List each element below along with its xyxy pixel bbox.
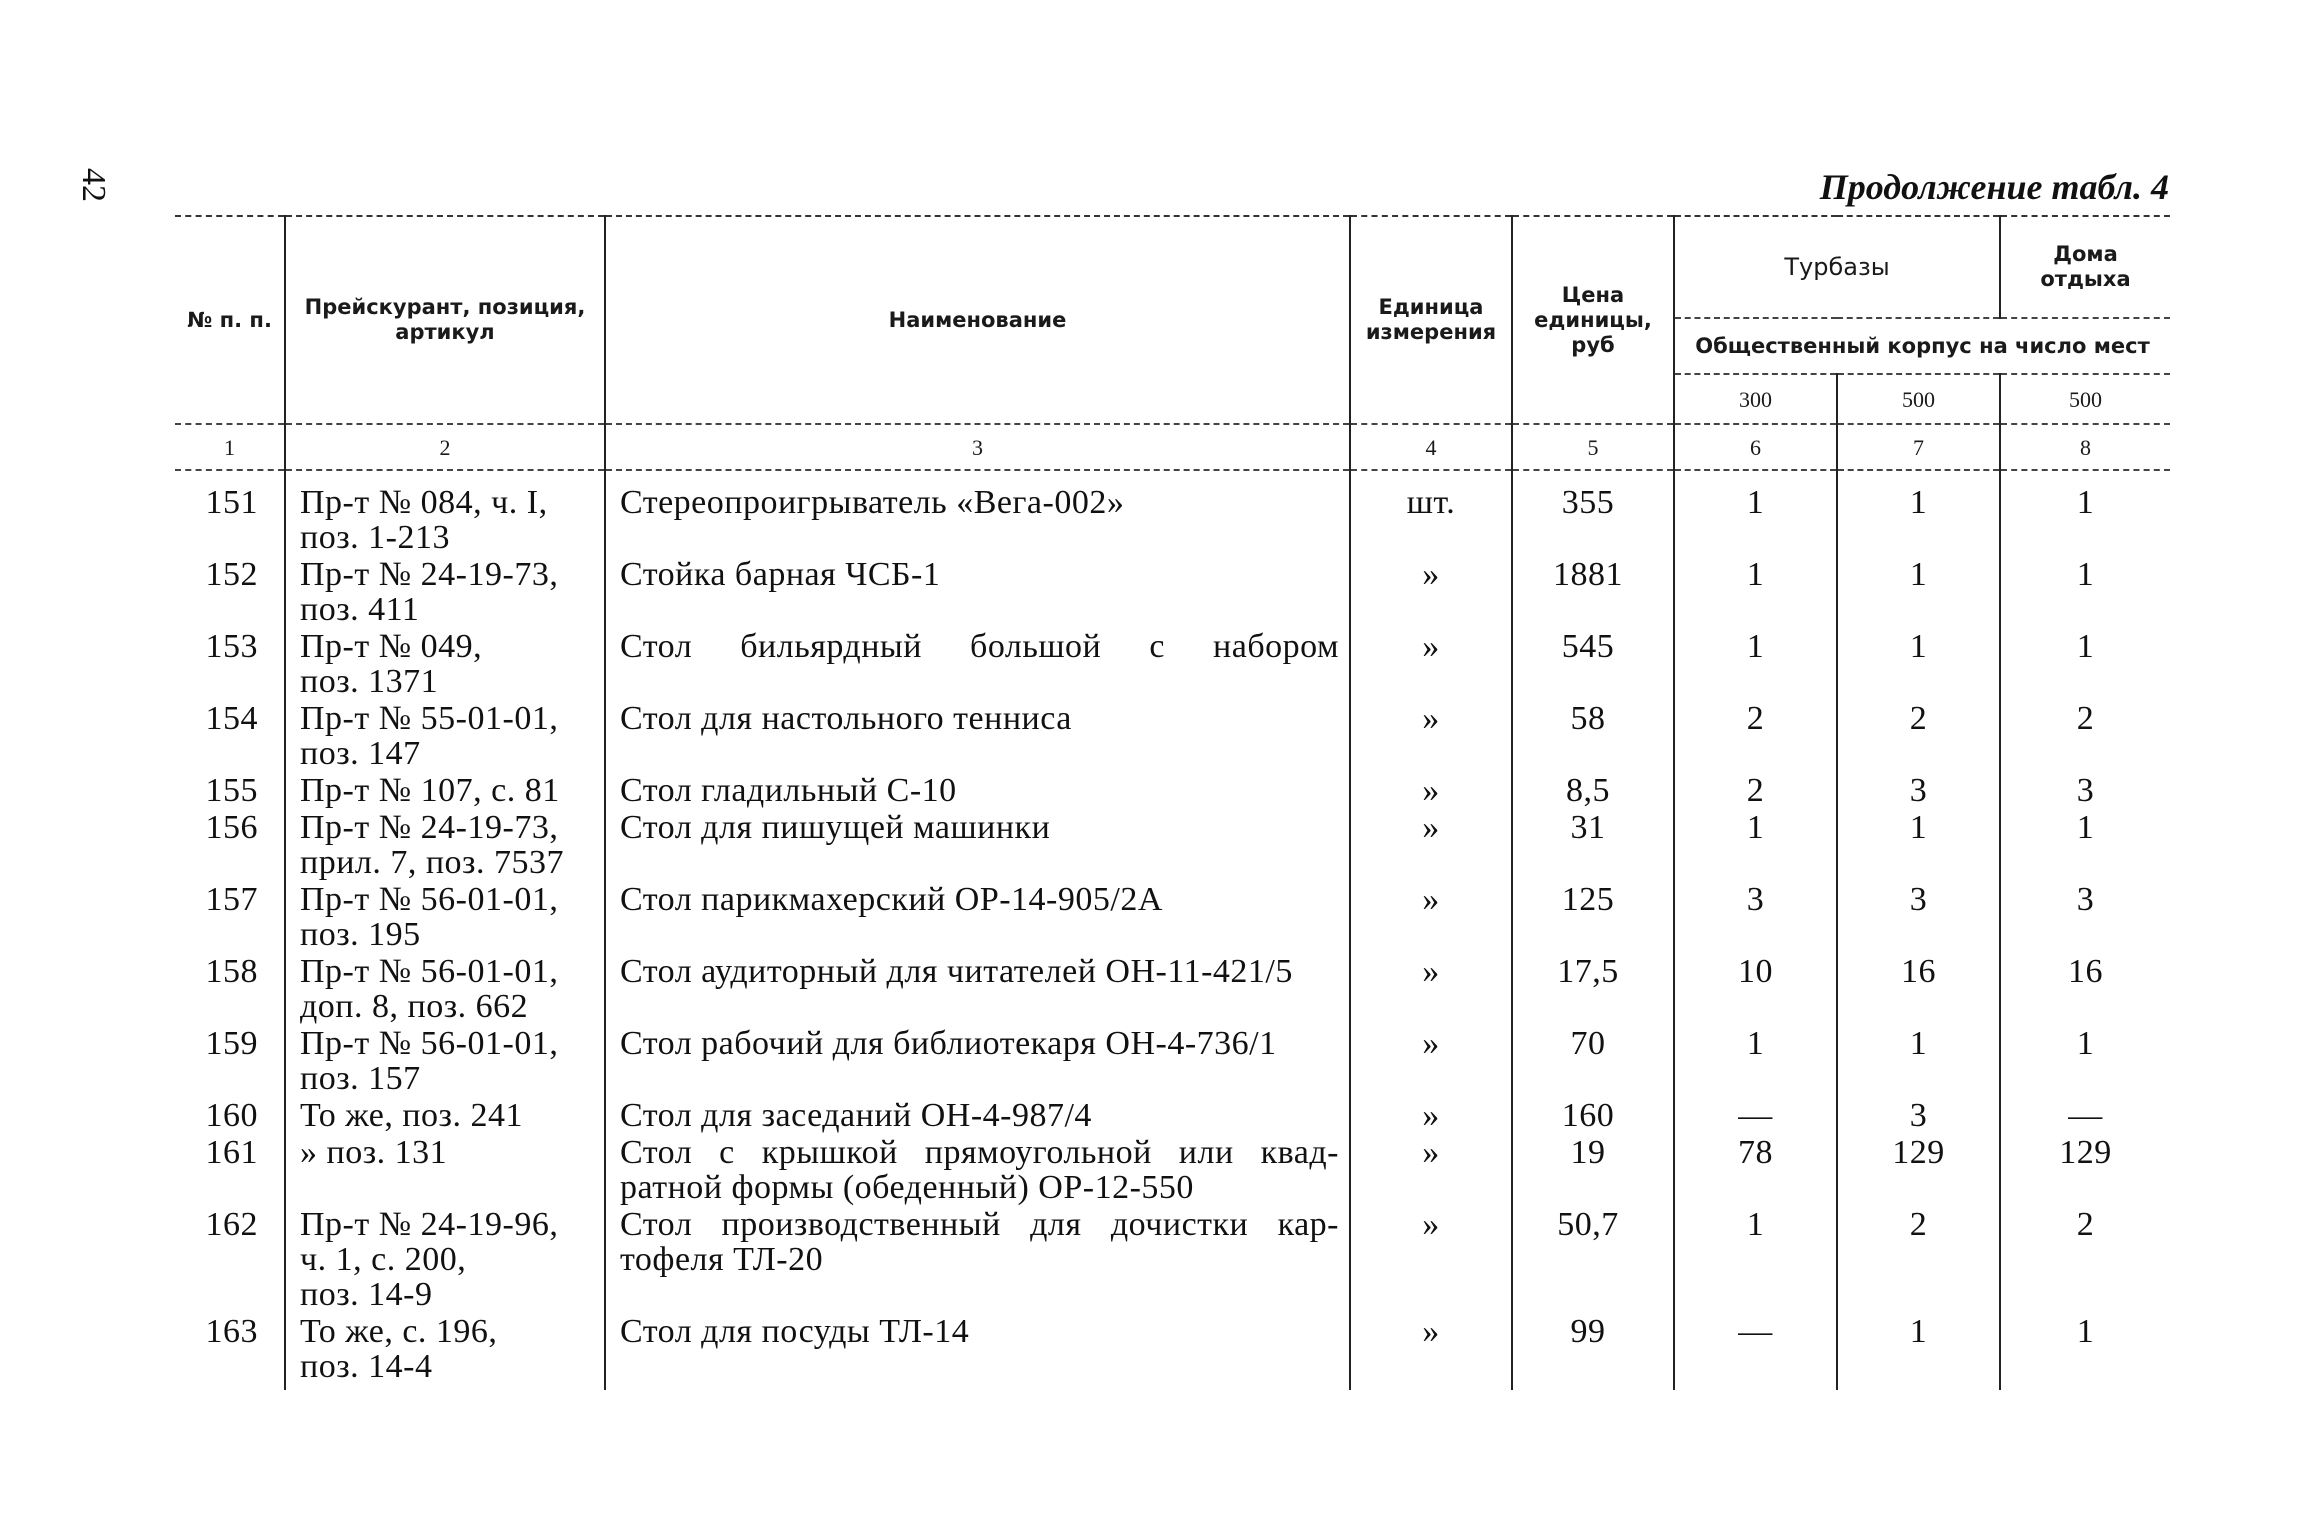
name-line: Стол рабочий для библиотекаря ОН-4-736/1 — [620, 1025, 1277, 1062]
quantity-value: 3 — [2076, 881, 2095, 918]
continuation-title: Продолжение табл. 4 — [1819, 167, 2169, 207]
row-price — [1512, 1133, 1674, 1205]
row-quantity-q300 — [1674, 470, 1837, 555]
row-pricelist — [285, 1133, 605, 1205]
unit-value: » — [1422, 700, 1440, 737]
row-quantity-qrest — [2000, 952, 2170, 1024]
name-line: Стойка барная ЧСБ-1 — [620, 556, 941, 593]
pricelist-line: поз. 147 — [300, 735, 421, 772]
quantity-value: 129 — [1892, 1134, 1945, 1171]
row-price — [1512, 555, 1674, 627]
row-quantity-q300 — [1674, 808, 1837, 880]
row-pricelist — [285, 1312, 605, 1390]
table-row — [175, 880, 2170, 952]
pricelist-line: поз. 14-9 — [300, 1276, 433, 1313]
quantity-value: 1 — [2076, 484, 2095, 521]
header-pricelist: Прейскурант, позиция, артикул — [285, 216, 605, 424]
quantity-value: 78 — [1738, 1134, 1773, 1171]
header-name: Наименование — [605, 216, 1350, 424]
row-quantity-qrest — [2000, 699, 2170, 771]
row-quantity-q300 — [1674, 1096, 1837, 1133]
price-value: 1881 — [1553, 556, 1623, 593]
row-number — [175, 808, 285, 880]
pricelist-line: прил. 7, поз. 7537 — [300, 844, 564, 881]
pricelist-line: То же, с. 196, — [300, 1313, 498, 1350]
row-unit — [1350, 880, 1512, 952]
pricelist-line: Пр-т № 56-01-01, — [300, 881, 559, 918]
pricelist-line: поз. 157 — [300, 1060, 421, 1097]
price-value: 70 — [1570, 1025, 1606, 1062]
column-number: 1 — [175, 424, 285, 470]
row-name — [605, 470, 1350, 555]
row-quantity-q300 — [1674, 1205, 1837, 1312]
row-unit — [1350, 808, 1512, 880]
row-quantity-qrest — [2000, 1133, 2170, 1205]
quantity-value: 1 — [1909, 628, 1928, 665]
row-number — [175, 1312, 285, 1390]
unit-value: » — [1422, 881, 1440, 918]
price-value: 99 — [1570, 1313, 1606, 1350]
header-seats-500-tourbase: 500 — [1837, 374, 2000, 424]
row-price — [1512, 952, 1674, 1024]
unit-value: » — [1422, 1025, 1440, 1062]
row-quantity-qrest — [2000, 880, 2170, 952]
row-quantity-qrest — [2000, 627, 2170, 699]
quantity-value: — — [1738, 1313, 1773, 1350]
quantity-value: 1 — [2076, 556, 2095, 593]
row-number-value: 162 — [205, 1206, 258, 1243]
row-name — [605, 880, 1350, 952]
row-price — [1512, 1312, 1674, 1390]
pricelist-line: поз. 14-4 — [300, 1348, 433, 1385]
quantity-value: 2 — [1909, 1206, 1928, 1243]
row-number — [175, 555, 285, 627]
row-number — [175, 1024, 285, 1096]
name-line: ратной формы (обеденный) ОР-12-550 — [620, 1169, 1194, 1206]
quantity-value: 1 — [1746, 628, 1765, 665]
price-value: 19 — [1570, 1134, 1606, 1171]
name-line: Стереопроигрыватель «Вега-002» — [620, 484, 1125, 521]
table-row — [175, 952, 2170, 1024]
unit-value: » — [1422, 772, 1440, 809]
table-row — [175, 808, 2170, 880]
row-pricelist — [285, 699, 605, 771]
row-quantity-qrest — [2000, 1024, 2170, 1096]
name-line: Стол для настольного тенниса — [620, 700, 1072, 737]
price-value: 50,7 — [1557, 1206, 1619, 1243]
row-pricelist — [285, 771, 605, 808]
table-body — [175, 470, 2170, 1390]
row-number-value: 158 — [205, 953, 258, 990]
row-pricelist — [285, 1205, 605, 1312]
quantity-value: 1 — [1746, 1025, 1765, 1062]
name-line: Стол производственный для дочистки кар- — [620, 1206, 1339, 1243]
row-price — [1512, 880, 1674, 952]
header-tourbase: Турбазы — [1674, 216, 2000, 318]
table-row — [175, 1024, 2170, 1096]
pricelist-line: То же, поз. 241 — [300, 1097, 523, 1134]
header-resthome: Дома отдыха — [2000, 216, 2170, 318]
row-pricelist — [285, 808, 605, 880]
row-name — [605, 952, 1350, 1024]
row-quantity-q500 — [1837, 555, 2000, 627]
row-quantity-q500 — [1837, 1133, 2000, 1205]
row-number-value: 163 — [205, 1313, 258, 1350]
quantity-value: 3 — [1909, 772, 1928, 809]
row-unit — [1350, 1024, 1512, 1096]
column-number: 7 — [1837, 424, 2000, 470]
name-line: Стол бильярдный большой с набором — [620, 628, 1339, 665]
price-table — [175, 215, 2170, 1390]
quantity-value: 1 — [1746, 484, 1765, 521]
header-seats-500-resthome: 500 — [2000, 374, 2170, 424]
quantity-value: 10 — [1738, 953, 1773, 990]
row-quantity-q300 — [1674, 699, 1837, 771]
row-quantity-q500 — [1837, 808, 2000, 880]
price-value: 545 — [1561, 628, 1615, 665]
price-value: 17,5 — [1557, 953, 1619, 990]
row-pricelist — [285, 627, 605, 699]
quantity-value: 2 — [1909, 700, 1928, 737]
quantity-value: 1 — [1909, 484, 1928, 521]
row-quantity-qrest — [2000, 470, 2170, 555]
quantity-value: 1 — [1746, 809, 1765, 846]
pricelist-line: ч. 1, с. 200, — [300, 1241, 467, 1278]
quantity-value: 3 — [1909, 881, 1928, 918]
quantity-value: 3 — [1909, 1097, 1928, 1134]
price-value: 8,5 — [1566, 772, 1610, 809]
row-price — [1512, 1205, 1674, 1312]
name-line: Стол аудиторный для читателей ОН-11-421/5 — [620, 953, 1293, 990]
table-row — [175, 470, 2170, 555]
row-number — [175, 1096, 285, 1133]
row-price — [1512, 771, 1674, 808]
name-line: Стол для посуды ТЛ-14 — [620, 1313, 970, 1350]
pricelist-line: поз. 1-213 — [300, 519, 450, 556]
row-unit — [1350, 771, 1512, 808]
row-quantity-qrest — [2000, 1096, 2170, 1133]
unit-value: шт. — [1406, 484, 1456, 521]
column-number: 4 — [1350, 424, 1512, 470]
quantity-value: 1 — [1909, 809, 1928, 846]
unit-value: » — [1422, 953, 1440, 990]
row-quantity-q300 — [1674, 1312, 1837, 1390]
row-quantity-q500 — [1837, 627, 2000, 699]
quantity-value: 1 — [1909, 1025, 1928, 1062]
quantity-value: 1 — [2076, 1313, 2095, 1350]
row-quantity-q300 — [1674, 880, 1837, 952]
table-row — [175, 1312, 2170, 1390]
pricelist-line: Пр-т № 084, ч. I, — [300, 484, 548, 521]
row-number-value: 153 — [205, 628, 258, 665]
row-unit — [1350, 555, 1512, 627]
header-no: № п. п. — [175, 216, 285, 424]
quantity-value: — — [1738, 1097, 1773, 1134]
table-row — [175, 1205, 2170, 1312]
row-unit — [1350, 1312, 1512, 1390]
row-number-value: 161 — [205, 1134, 258, 1171]
column-number: 8 — [2000, 424, 2170, 470]
row-number — [175, 771, 285, 808]
row-quantity-q500 — [1837, 470, 2000, 555]
row-quantity-qrest — [2000, 808, 2170, 880]
row-quantity-q500 — [1837, 952, 2000, 1024]
row-pricelist — [285, 952, 605, 1024]
table-row — [175, 1096, 2170, 1133]
row-quantity-qrest — [2000, 771, 2170, 808]
row-unit — [1350, 1096, 1512, 1133]
row-name — [605, 771, 1350, 808]
row-quantity-q500 — [1837, 1096, 2000, 1133]
column-number: 5 — [1512, 424, 1674, 470]
row-quantity-qrest — [2000, 1312, 2170, 1390]
row-name — [605, 699, 1350, 771]
row-name — [605, 555, 1350, 627]
row-number-value: 159 — [205, 1025, 258, 1062]
row-quantity-q500 — [1837, 880, 2000, 952]
row-number-value: 151 — [205, 484, 258, 521]
pricelist-line: » поз. 131 — [300, 1134, 448, 1171]
header-public-building: Общественный корпус на число мест — [1674, 318, 2170, 374]
row-name — [605, 1205, 1350, 1312]
row-quantity-q300 — [1674, 627, 1837, 699]
row-quantity-q500 — [1837, 1205, 2000, 1312]
page-number: 42 — [75, 168, 112, 202]
row-quantity-q500 — [1837, 1024, 2000, 1096]
name-line: Стол с крышкой прямоугольной или квад- — [620, 1134, 1339, 1171]
quantity-value: 16 — [1901, 953, 1936, 990]
row-price — [1512, 1096, 1674, 1133]
pricelist-line: Пр-т № 049, — [300, 628, 483, 665]
row-number-value: 157 — [205, 881, 258, 918]
name-line: Стол для заседаний ОН-4-987/4 — [620, 1097, 1092, 1134]
header-seats-300: 300 — [1674, 374, 1837, 424]
row-unit — [1350, 470, 1512, 555]
quantity-value: 1 — [1746, 556, 1765, 593]
row-pricelist — [285, 555, 605, 627]
column-number: 2 — [285, 424, 605, 470]
row-price — [1512, 1024, 1674, 1096]
row-price — [1512, 699, 1674, 771]
row-number-value: 155 — [205, 772, 258, 809]
quantity-value: 1 — [2076, 1025, 2095, 1062]
pricelist-line: Пр-т № 56-01-01, — [300, 953, 559, 990]
row-number — [175, 1205, 285, 1312]
row-price — [1512, 627, 1674, 699]
quantity-value: 1 — [2076, 628, 2095, 665]
pricelist-line: поз. 411 — [300, 591, 420, 628]
price-value: 31 — [1570, 809, 1606, 846]
row-quantity-q300 — [1674, 771, 1837, 808]
pricelist-line: поз. 195 — [300, 916, 421, 953]
table-row — [175, 699, 2170, 771]
pricelist-line: Пр-т № 24-19-96, — [300, 1206, 559, 1243]
header-unit: Единица измерения — [1350, 216, 1512, 424]
header-price: Цена единицы, руб — [1512, 216, 1674, 424]
quantity-value: 2 — [2076, 1206, 2095, 1243]
column-number: 3 — [605, 424, 1350, 470]
row-name — [605, 1312, 1350, 1390]
quantity-value: 16 — [2068, 953, 2104, 990]
row-name — [605, 1133, 1350, 1205]
row-pricelist — [285, 1096, 605, 1133]
table-row — [175, 771, 2170, 808]
quantity-value: 3 — [1746, 881, 1765, 918]
quantity-value: 2 — [1746, 700, 1765, 737]
row-number — [175, 880, 285, 952]
row-quantity-q300 — [1674, 1024, 1837, 1096]
row-number-value: 154 — [205, 700, 258, 737]
name-line: тофеля ТЛ-20 — [620, 1241, 824, 1278]
unit-value: » — [1422, 556, 1440, 593]
row-name — [605, 1096, 1350, 1133]
row-pricelist — [285, 470, 605, 555]
row-quantity-q500 — [1837, 1312, 2000, 1390]
table-row — [175, 627, 2170, 699]
row-number — [175, 627, 285, 699]
unit-value: » — [1422, 1134, 1440, 1171]
row-unit — [1350, 627, 1512, 699]
row-unit — [1350, 952, 1512, 1024]
name-line: Стол для пишущей машинки — [620, 809, 1051, 846]
row-pricelist — [285, 880, 605, 952]
pricelist-line: Пр-т № 24-19-73, — [300, 809, 559, 846]
unit-value: » — [1422, 1206, 1440, 1243]
pricelist-line: Пр-т № 107, с. 81 — [300, 772, 560, 809]
pricelist-line: доп. 8, поз. 662 — [300, 988, 529, 1025]
quantity-value: 2 — [2076, 700, 2095, 737]
row-name — [605, 808, 1350, 880]
quantity-value: 1 — [1746, 1206, 1765, 1243]
pricelist-line: Пр-т № 56-01-01, — [300, 1025, 559, 1062]
row-unit — [1350, 699, 1512, 771]
row-unit — [1350, 1205, 1512, 1312]
name-line: Стол парикмахерский ОР-14-905/2А — [620, 881, 1163, 918]
row-number — [175, 1133, 285, 1205]
row-quantity-q300 — [1674, 952, 1837, 1024]
pricelist-line: Пр-т № 55-01-01, — [300, 700, 559, 737]
quantity-value: 1 — [1909, 1313, 1928, 1350]
row-pricelist — [285, 1024, 605, 1096]
pricelist-line: поз. 1371 — [300, 663, 439, 700]
name-line: Стол гладильный С-10 — [620, 772, 957, 809]
equipment-table — [175, 215, 2170, 1390]
row-quantity-q300 — [1674, 1133, 1837, 1205]
quantity-value: — — [2068, 1097, 2103, 1134]
price-value: 125 — [1561, 881, 1615, 918]
row-name — [605, 1024, 1350, 1096]
row-price — [1512, 808, 1674, 880]
row-number-value: 160 — [205, 1097, 258, 1134]
row-number — [175, 699, 285, 771]
quantity-value: 2 — [1746, 772, 1765, 809]
price-value: 58 — [1570, 700, 1606, 737]
quantity-value: 1 — [2076, 809, 2095, 846]
table-row — [175, 1133, 2170, 1205]
row-number — [175, 470, 285, 555]
quantity-value: 1 — [1909, 556, 1928, 593]
table-row — [175, 555, 2170, 627]
row-quantity-q500 — [1837, 699, 2000, 771]
quantity-value: 129 — [2059, 1134, 2112, 1171]
row-price — [1512, 470, 1674, 555]
quantity-value: 3 — [2076, 772, 2095, 809]
row-quantity-qrest — [2000, 1205, 2170, 1312]
row-number-value: 152 — [205, 556, 258, 593]
column-numbers-row — [175, 424, 2170, 470]
column-number: 6 — [1674, 424, 1837, 470]
pricelist-line: Пр-т № 24-19-73, — [300, 556, 559, 593]
row-quantity-q300 — [1674, 555, 1837, 627]
price-value: 355 — [1561, 484, 1615, 521]
table-header — [175, 216, 2170, 470]
unit-value: » — [1422, 1313, 1440, 1350]
unit-value: » — [1422, 1097, 1440, 1134]
unit-value: » — [1422, 809, 1440, 846]
price-value: 160 — [1561, 1097, 1615, 1134]
unit-value: » — [1422, 628, 1440, 665]
row-quantity-q500 — [1837, 771, 2000, 808]
row-number-value: 156 — [205, 809, 258, 846]
row-quantity-qrest — [2000, 555, 2170, 627]
row-unit — [1350, 1133, 1512, 1205]
row-number — [175, 952, 285, 1024]
row-name — [605, 627, 1350, 699]
